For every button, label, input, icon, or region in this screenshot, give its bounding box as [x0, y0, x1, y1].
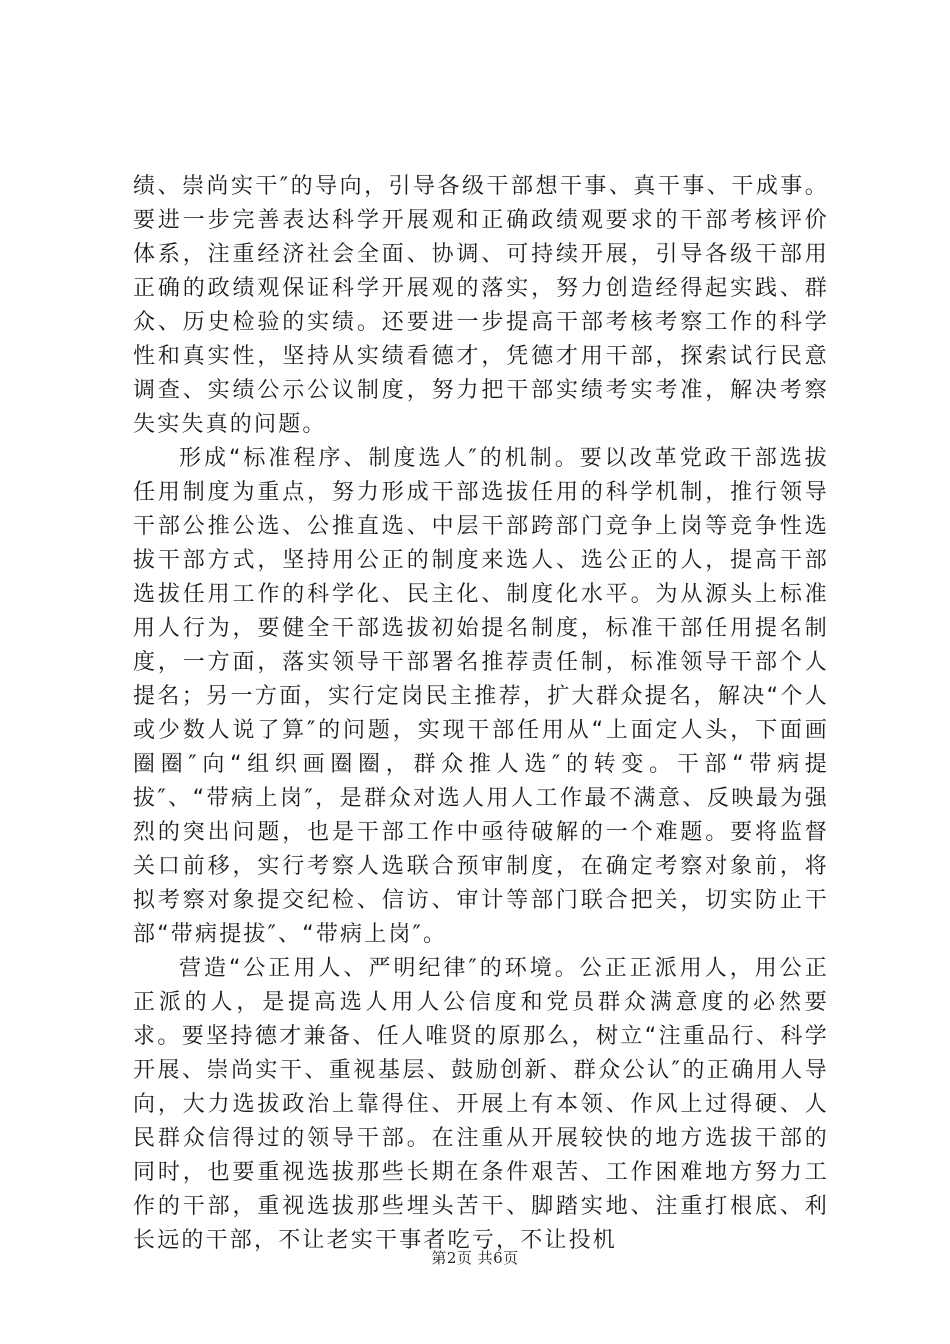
paragraph-1: 绩、崇尚实干″的导向，引导各级干部想干事、真干事、干成事。要进一步完善表达科学开展观和正确政绩观要求的干部考核评价体系，注重经济社会全面、协调、可持续开展，引导各级干部用正确的政绩观保证科学开展观的落实，努力创造经得起实践、群众、历史检验的实绩。还要进一步提高干部考核考察工作的科学性和真实性，坚持从实绩看德才，凭德才用干部，探索试行民意调查、实绩公示公议制度，努力把干部实绩考实考准，解决考察失实失真的问题。 [133, 174, 829, 437]
paragraph-3: 营造“公正用人、严明纪律″的环境。公正正派用人，用公正正派的人，是提高选人用人公信度和党员群众满意度的必然要求。要坚持德才兼备、任人唯贤的原那么，树立“注重品行、科学开展、崇尚实干、重视基层、鼓励创新、群众公认″的正确用人导向，大力选拔政治上靠得住、开展上有本领、作风上过得硬、人民群众信得过的领导干部。在注重从开展较快的地方选拔干部的同时，也要重视选拔那些长期在条件艰苦、工作困难地方努力工作的干部，重视选拔那些埋头苦干、脚踏实地、注重打根底、利长远的干部，不让老实干事者吃亏，不让投机 [133, 956, 829, 1253]
page-footer: 第2页 共6页 [431, 1249, 519, 1267]
document-body [133, 170, 829, 1258]
paragraph-2: 形成“标准程序、制度选人″的机制。要以改革党政干部选拔任用制度为重点，努力形成干部选拔任用的科学机制，推行领导干部公推公选、公推直选、中层干部跨部门竞争上岗等竞争性选拔干部方式，坚持用公正的制度来选人、选公正的人，提高干部选拔任用工作的科学化、民主化、制度化水平。为从源头上标准用人行为，要健全干部选拔初始提名制度，标准干部任用提名制度，一方面，落实领导干部署名推荐责任制，标准领导干部个人提名；另一方面，实行定岗民主推荐，扩大群众提名，解决“个人或少数人说了算″的问题，实现干部任用从“上面定人头，下面画圈圈″向“组织画圈圈，群众推人选″的转变。干部“带病提拔″、“带病上岗″，是群众对选人用人工作最不满意、反映最为强烈的突出问题，也是干部工作中亟待破解的一个难题。要将监督关口前移，实行考察人选联合预审制度，在确定考察对象前，将拟考察对象提交纪检、信访、审计等部门联合把关，切实防止干部“带病提拔″、“带病上岗″。 [133, 446, 829, 947]
